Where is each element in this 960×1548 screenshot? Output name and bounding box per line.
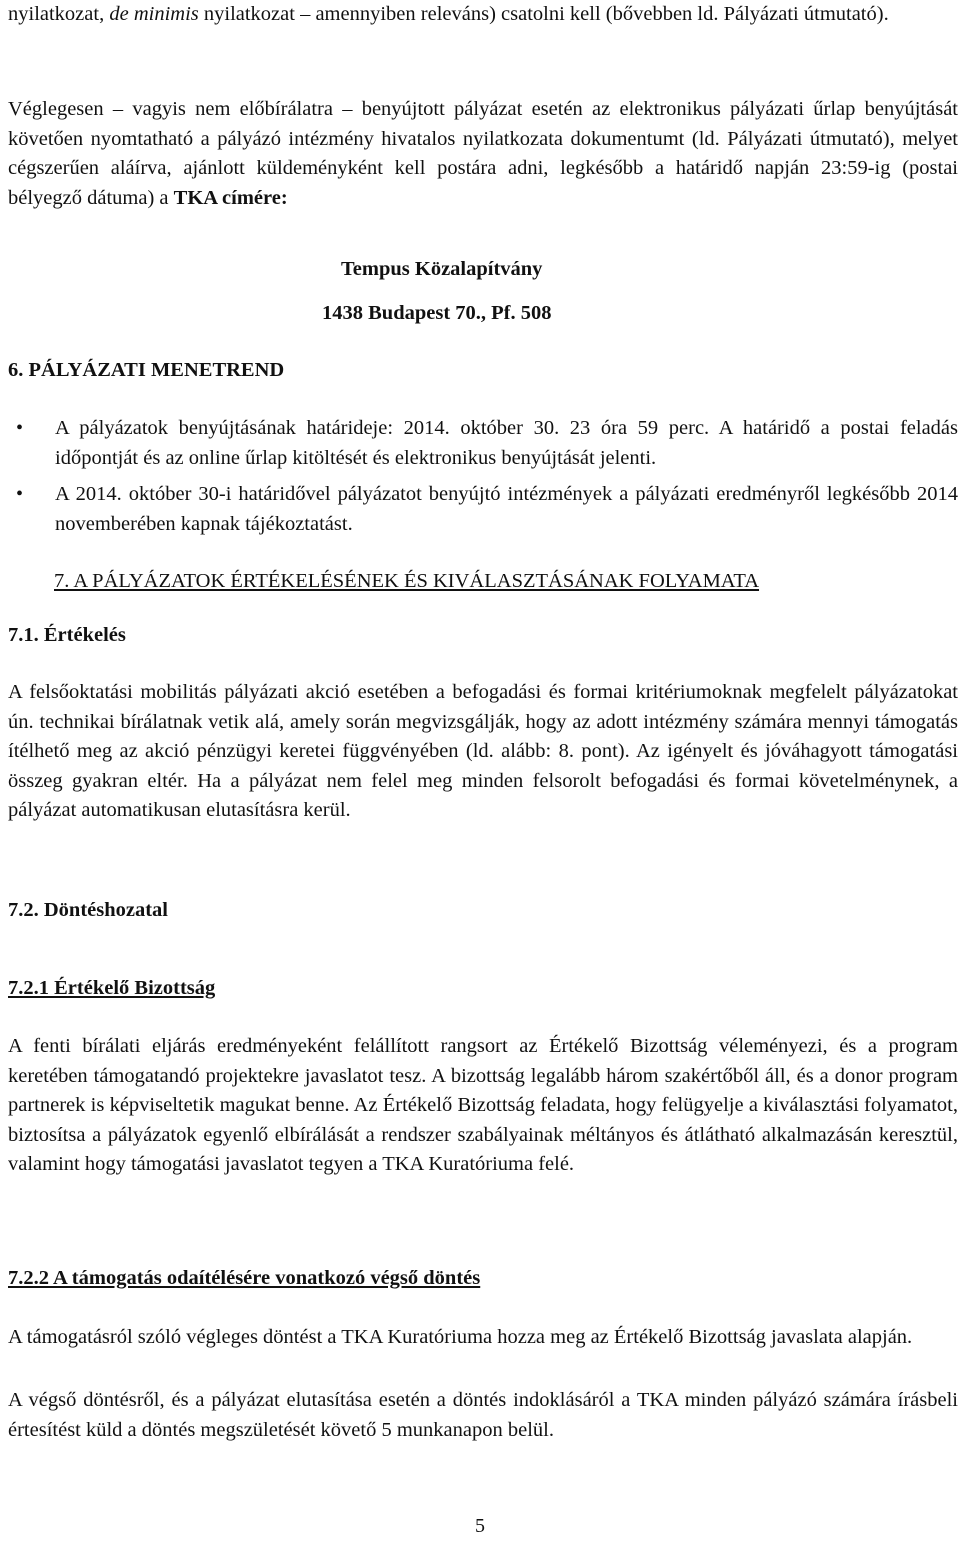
address-line-1: Tempus Közalapítvány (341, 258, 543, 280)
section-7-1-paragraph: A felsőoktatási mobilitás pályázati akció esetében a befogadási és formai kritériumoknak megfelelt pályázatokat ún. technikai bírálatnak vetik alá, amely során megvizsgálják, hogy az adott intézmény számára mennyi támogatás ítélhető meg az akció pénzügyi keretei függvényében (ld. alább: 8. pont). Az igényelt és jóváhagyott támogatási összeg gyakran eltér. Ha a pályázat nem felel meg minden felsorolt befogadási és formai követelménynek, a pályázat automatikusan elutasításra kerül. (8, 681, 958, 822)
page-number: 5 (475, 1515, 485, 1537)
intro-paragraph (8, 0, 958, 30)
section-7-2-1-paragraph: A fenti bírálati eljárás eredményeként felállított rangsort az Értékelő Bizottság véleményezi, és a program keretében támogatandó projektekre javaslatot tesz. A bizottság legalább három szakértőből áll, és a donor program partnerek is képviseltetik magukat benne. Az Értékelő Bizottság feladata, hogy felügyelje a kiválasztási folyamatot, biztosítsa a pályázatok egyenlő elbírálását a rendszer szabályainak méltányos és átlátható alkalmazásán keresztül, valamint hogy támogatási javaslatot tegyen a TKA Kuratóriuma felé. (8, 1035, 958, 1176)
section-7-2-2-paragraph-2: A végső döntésről, és a pályázat elutasítása esetén a döntés indoklásáról a TKA minden pályázó számára írásbeli értesítést küld a döntés megszületését követő 5 munkanapon belül. (8, 1389, 958, 1441)
section-6-heading: 6. PÁLYÁZATI MENETREND (8, 359, 285, 381)
section-7-heading (54, 570, 759, 593)
submission-text-bold: TKA címére: (173, 186, 288, 209)
section-7-2-2-paragraph-1: A támogatásról szóló végleges döntést a TKA Kuratóriuma hozza meg az Értékelő Bizottság javaslata alapján. (8, 1326, 913, 1348)
section-7-2-2-heading-text: 7.2.2 A támogatás odaítélésére vonatkozó végső döntés (8, 1267, 481, 1289)
intro-text-a: nyilatkozat, (8, 3, 110, 25)
section-7-2-1-heading-text: 7.2.1 Értékelő Bizottság (8, 977, 216, 999)
submission-paragraph (8, 95, 958, 213)
section-7-2-2-heading (8, 1267, 480, 1290)
intro-text-italic: de minimis (109, 3, 199, 25)
section-7-2-1-heading (8, 977, 215, 1000)
section-7-heading-text: 7. A PÁLYÁZATOK ÉRTÉKELÉSÉNEK ÉS KIVÁLASZTÁSÁNAK FOLYAMATA (54, 570, 760, 592)
intro-text-b: nyilatkozat – amennyiben releváns) csatolni kell (bővebben ld. Pályázati útmutató). (198, 3, 889, 25)
list-item: • A pályázatok benyújtásának határideje: 2014. október 30. 23 óra 59 perc. A határidő a postai feladás időpontját és az online űrlap kitöltését és elektronikus benyújtását jelenti. (8, 414, 958, 473)
section-6-bullet-list (8, 414, 958, 539)
section-7-1-heading: 7.1. Értékelés (8, 624, 126, 646)
list-item: • A 2014. október 30-i határidővel pályázatot benyújtó intézmények a pályázati eredményről legkésőbb 2014 novemberében kapnak tájékoztatást. (8, 480, 958, 539)
section-7-2-heading: 7.2. Döntéshozatal (8, 899, 169, 921)
submission-text: Véglegesen – vagyis nem előbírálatra – benyújtott pályázat esetén az elektronikus pályázati űrlap benyújtását követően nyomtatható a pályázó intézmény hivatalos nyilatkozata dokumentumt (ld. Pályázati útmutató), melyet cégszerűen aláírva, ajánlott küldeményként kell postára adni, legkésőbb a határidő napján 23:59-ig (postai bélyegző dátuma) a (8, 98, 958, 209)
address-line-2: 1438 Budapest 70., Pf. 508 (322, 302, 552, 324)
